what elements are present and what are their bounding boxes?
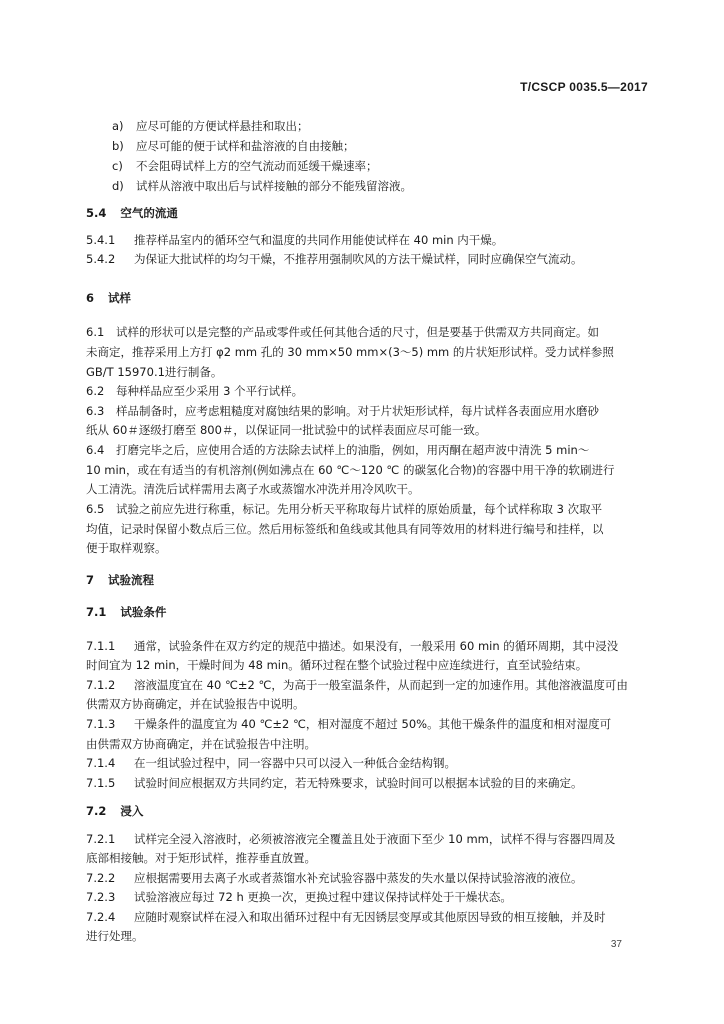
- list-item: [112, 116, 309, 136]
- clause-text: 试样完全浸入溶液时，必须被溶液完全覆盖且处于液面下至少 10 mm，试样不得与容器四周及: [134, 832, 616, 846]
- clause-text: 应随时观察试样在浸入和取出循环过程中有无因锈层变厚或其他原因导致的相互接触，并及时: [134, 910, 606, 924]
- paragraph-6-4-line: 人工清洗。清洗后试样需用去离子水或蒸馏水冲洗并用冷风吹干。: [86, 482, 420, 496]
- clause-number: 6.1: [86, 325, 105, 339]
- paragraph-6-5-line: 便于取样观察。: [86, 541, 167, 555]
- clause-number: 7.2.1: [86, 832, 116, 846]
- clause-text: 试验溶液应每过 72 h 更换一次，更换过程中建议保持试样处于干燥状态。: [134, 890, 512, 904]
- clause-text: 推荐样品室内的循环空气和温度的共同作用能使试样在 40 min 内干燥。: [134, 233, 504, 247]
- paragraph-6-3-line: 纸从 60＃逐级打磨至 800＃，以保证同一批试验中的试样表面应尽可能一致。: [86, 423, 487, 437]
- section-number: 6: [86, 291, 95, 305]
- section-title: 试验流程: [108, 573, 155, 587]
- clause-number: 6.2: [86, 384, 105, 398]
- section-title: 浸入: [120, 804, 144, 818]
- clause-number: 6.5: [86, 502, 105, 516]
- paragraph-7-2-1-line: 底部相接触。对于矩形试样，推荐垂直放置。: [86, 851, 316, 865]
- clause-text: 为保证大批试样的均匀干燥，不推荐用强制吹风的方法干燥试样，同时应确保空气流动。: [134, 252, 583, 266]
- clause-number: 7.1.4: [86, 756, 116, 770]
- paragraph-7-1-3-line: 由供需双方协商确定，并在试验报告中注明。: [86, 737, 316, 751]
- paragraph-7-1-2-line: 供需双方协商确定，并在试验报告中说明。: [86, 697, 305, 711]
- section-heading-7-1: [86, 602, 166, 622]
- paragraph-6-1-line: GB/T 15970.1进行制备。: [86, 365, 223, 379]
- clause-number: 6.4: [86, 443, 105, 457]
- list-item-tag: d): [112, 179, 124, 193]
- section-number: 7.1: [86, 605, 107, 619]
- clause-text: 通常，试验条件在双方约定的规范中描述。如果没有，一般采用 60 min 的循环周期，其中浸没: [134, 639, 619, 653]
- clause-number: 7.2.4: [86, 910, 116, 924]
- list-item: [112, 176, 412, 196]
- paragraph-6-4-line: 10 min，或在有适当的有机溶剂(例如沸点在 60 ℃～120 ℃ 的碳氢化合物)的容器中用干净的软刷进行: [86, 463, 615, 477]
- clause-text: 试验时间应根据双方共同约定，若无特殊要求，试验时间可以根据本试验的目的来确定。: [134, 776, 583, 790]
- clause-number: 7.2.2: [86, 871, 116, 885]
- clause-text: 在一组试验过程中，同一容器中只可以浸入一种低合金结构钢。: [134, 756, 456, 770]
- paragraph-7-1-5: [86, 773, 583, 793]
- clause-number: 5.4.2: [86, 252, 116, 266]
- paragraph-7-2-3: [86, 887, 512, 907]
- clause-text: 打磨完毕之后，应使用合适的方法除去试样上的油脂，例如，用丙酮在超声波中清洗 5 min～: [116, 443, 590, 457]
- clause-number: 7.1.2: [86, 678, 116, 692]
- list-item-tag: b): [112, 139, 124, 153]
- paragraph-6-1: [86, 322, 599, 342]
- paragraph-6-3: [86, 401, 599, 421]
- list-item-text: 应尽可能的便于试样和盐溶液的自由接触；: [136, 139, 355, 153]
- paragraph-6-5-line: 均值，记录时保留小数点后三位。然后用标签纸和鱼线或其他具有同等效用的材料进行编号和挂样，以: [86, 522, 604, 536]
- clause-text: 溶液温度宜在 40 ℃±2 ℃，为高于一般室温条件，从而起到一定的加速作用。其他溶液温度可由: [134, 678, 628, 692]
- standard-code: T/CSCP 0035.5—2017: [520, 80, 648, 94]
- clause-number: 7.1.3: [86, 717, 116, 731]
- list-item: [112, 136, 355, 156]
- paragraph-6-4: [86, 440, 589, 460]
- paragraph-7-1-1: [86, 636, 618, 656]
- clause-text: 应根据需要用去离子水或者蒸馏水补充试验容器中蒸发的失水量以保持试验溶液的液位。: [134, 871, 583, 885]
- clause-number: 7.2.3: [86, 890, 116, 904]
- paragraph-7-1-3: [86, 714, 611, 734]
- paragraph-6-1-line: 未商定，推荐采用上方打 φ2 mm 孔的 30 mm×50 mm×(3～5) mm 的片状矩形试样。受力试样参照: [86, 345, 614, 359]
- section-title: 试验条件: [120, 605, 167, 619]
- section-heading-7: [86, 570, 154, 590]
- page-number: 37: [610, 939, 622, 950]
- section-number: 7: [86, 573, 95, 587]
- clause-text: 干燥条件的温度宜为 40 ℃±2 ℃，相对湿度不超过 50%。其他干燥条件的温度和相对湿度可: [134, 717, 612, 731]
- list-item: [112, 156, 378, 176]
- clause-text: 试验之前应先进行称重，标记。先用分析天平称取每片试样的原始质量，每个试样称取 3 次取平: [116, 502, 603, 516]
- list-item-tag: a): [112, 119, 124, 133]
- paragraph-5-4-2: [86, 249, 583, 269]
- paragraph-6-2: [86, 381, 303, 401]
- list-item-tag: c): [112, 159, 123, 173]
- section-number: 5.4: [86, 206, 107, 220]
- clause-text: 每种样品应至少采用 3 个平行试样。: [116, 384, 304, 398]
- section-heading-5-4: [86, 203, 178, 223]
- clause-number: 7.1.1: [86, 639, 116, 653]
- section-title: 空气的流通: [120, 206, 178, 220]
- section-title: 试样: [108, 291, 132, 305]
- paragraph-7-2-1: [86, 829, 615, 849]
- clause-number: 5.4.1: [86, 233, 116, 247]
- list-item-text: 不会阻碍试样上方的空气流动而延缓干燥速率；: [136, 159, 378, 173]
- section-heading-6: [86, 288, 131, 308]
- clause-text: 试样的形状可以是完整的产品或零件或任何其他合适的尺寸，但是要基于供需双方共同商定。如: [116, 325, 599, 339]
- clause-number: 6.3: [86, 404, 105, 418]
- paragraph-5-4-1: [86, 230, 503, 250]
- paragraph-7-2-4-line: 进行处理。: [86, 929, 144, 943]
- paragraph-7-1-1-line: 时间宜为 12 min，干燥时间为 48 min。循环过程在整个试验过程中应连续进行，直至试验结束。: [86, 658, 588, 672]
- list-item-text: 试样从溶液中取出后与试样接触的部分不能残留溶液。: [136, 179, 412, 193]
- paragraph-7-2-2: [86, 868, 583, 888]
- list-item-text: 应尽可能的方便试样悬挂和取出；: [136, 119, 309, 133]
- paragraph-7-1-4: [86, 753, 456, 773]
- clause-number: 7.1.5: [86, 776, 116, 790]
- section-number: 7.2: [86, 804, 107, 818]
- paragraph-7-1-2: [86, 675, 628, 695]
- section-heading-7-2: [86, 801, 143, 821]
- paragraph-6-5: [86, 499, 602, 519]
- clause-text: 样品制备时，应考虑粗糙度对腐蚀结果的影响。对于片状矩形试样，每片试样各表面应用水磨砂: [116, 404, 599, 418]
- paragraph-7-2-4: [86, 907, 606, 927]
